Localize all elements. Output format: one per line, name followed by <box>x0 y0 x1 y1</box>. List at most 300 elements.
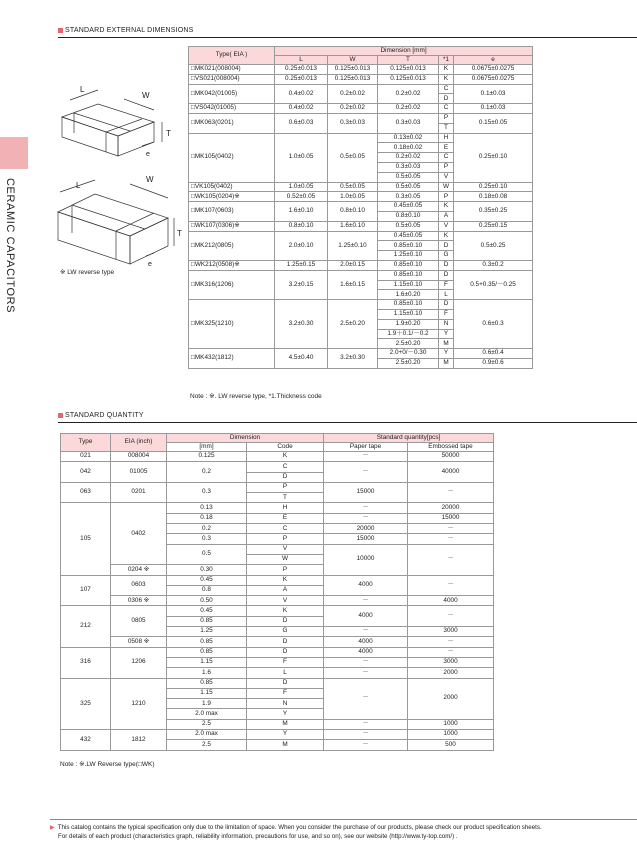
type-cell: 107 <box>61 575 111 606</box>
thickness-cell: 0.45±0.05 <box>378 231 439 241</box>
code-cell: P <box>247 534 324 544</box>
dimension-mm-cell: 0.50 <box>167 596 247 606</box>
length-cell: 0.25±0.013 <box>275 74 328 84</box>
dimension-row <box>189 349 533 359</box>
dimension-mm-cell: 2.5 <box>167 719 247 729</box>
dimension-table <box>188 46 533 369</box>
type-cell: □VK105(0402) <box>189 182 275 192</box>
dimension-mm-cell: 0.45 <box>167 606 247 616</box>
length-cell: 1.0±0.05 <box>275 182 328 192</box>
code-cell: M <box>247 719 324 729</box>
e-cell: 0.3±0.2 <box>454 260 533 270</box>
thickness-cell: 2.5±0.20 <box>378 339 439 349</box>
type-cell: □WK107(0306)※ <box>189 221 275 231</box>
length-cell: 1.6±0.10 <box>275 202 328 222</box>
qty-col-eia-header: EIA (inch) <box>111 434 167 452</box>
embossed-tape-cell: － <box>408 647 494 657</box>
thickness-cell: 0.125±0.013 <box>378 74 439 84</box>
width-cell: 0.2±0.02 <box>328 84 378 104</box>
type-cell: 316 <box>61 647 111 678</box>
thickness-cell: 0.5±0.05 <box>378 182 439 192</box>
thickness-code-cell: N <box>439 319 454 329</box>
embossed-tape-cell: 2000 <box>408 668 494 678</box>
paper-tape-cell: － <box>324 668 408 678</box>
eia-cell: 0805 <box>111 606 167 637</box>
code-cell: P <box>247 565 324 575</box>
embossed-tape-cell: － <box>408 524 494 534</box>
type-cell: □MK316(1206) <box>189 270 275 299</box>
code-cell: C <box>247 462 324 472</box>
embossed-tape-cell: － <box>408 534 494 544</box>
width-cell: 2.5±0.20 <box>328 300 378 349</box>
thickness-code-cell: D <box>439 300 454 310</box>
paper-tape-cell: － <box>324 503 408 513</box>
length-cell: 0.4±0.02 <box>275 84 328 104</box>
thickness-cell: 1.15±0.10 <box>378 309 439 319</box>
thickness-cell: 0.85±0.10 <box>378 300 439 310</box>
paper-tape-cell: － <box>324 452 408 462</box>
dimension-mm-cell: 0.85 <box>167 637 247 647</box>
code-cell: E <box>247 513 324 523</box>
dimension-row <box>189 65 533 75</box>
code-cell: Y <box>247 709 324 719</box>
dimension-mm-cell: 0.125 <box>167 452 247 462</box>
thickness-code-cell: D <box>439 270 454 280</box>
dimension-row <box>189 113 533 123</box>
width-cell: 0.8±0.10 <box>328 202 378 222</box>
thickness-code-cell: D <box>439 241 454 251</box>
dimension-mm-cell: 0.8 <box>167 585 247 595</box>
e-cell: 0.15±0.05 <box>454 113 533 133</box>
code-cell: K <box>247 606 324 616</box>
thickness-cell: 0.2±0.02 <box>378 84 439 104</box>
thickness-cell: 0.2±0.02 <box>378 153 439 163</box>
paper-tape-cell: － <box>324 513 408 523</box>
thickness-code-cell: Y <box>439 329 454 339</box>
embossed-tape-cell: 3000 <box>408 627 494 637</box>
bottom-label-W: W <box>146 175 154 184</box>
bottom-label-L: L <box>76 181 81 190</box>
dimension-mm-cell: 0.85 <box>167 647 247 657</box>
dimension-mm-cell: 2.0 max <box>167 709 247 719</box>
side-section-label: CERAMIC CAPACITORS <box>4 178 16 314</box>
paper-tape-cell: 15000 <box>324 534 408 544</box>
code-cell: F <box>247 688 324 698</box>
eia-cell: 01005 <box>111 462 167 483</box>
e-cell: 0.5+0.35/－0.25 <box>454 270 533 299</box>
col-L-header: L <box>275 56 328 65</box>
length-cell: 0.25±0.013 <box>275 65 328 75</box>
dimension-mm-cell: 0.18 <box>167 513 247 523</box>
e-cell: 0.6±0.3 <box>454 300 533 349</box>
thickness-code-cell: P <box>439 192 454 202</box>
dimension-row <box>189 202 533 212</box>
quantity-row <box>61 575 494 585</box>
e-cell: 0.5±0.25 <box>454 231 533 260</box>
chip-dimension-diagram <box>50 42 185 282</box>
embossed-tape-cell: 1000 <box>408 719 494 729</box>
code-cell: M <box>247 740 324 750</box>
thickness-code-cell: K <box>439 65 454 75</box>
top-label-L: L <box>80 85 85 94</box>
width-cell: 1.6±0.10 <box>328 221 378 231</box>
width-cell: 0.5±0.05 <box>328 133 378 182</box>
embossed-tape-cell: 1000 <box>408 730 494 740</box>
section-divider <box>58 37 637 38</box>
quantity-row <box>61 452 494 462</box>
thickness-code-cell: P <box>439 113 454 123</box>
paper-tape-cell: － <box>324 657 408 667</box>
thickness-cell: 1.6±0.20 <box>378 290 439 300</box>
thickness-code-cell: D <box>439 94 454 104</box>
eia-cell: 1206 <box>111 647 167 678</box>
width-cell: 0.125±0.013 <box>328 65 378 75</box>
code-cell: F <box>247 657 324 667</box>
dimension-mm-cell: 0.2 <box>167 524 247 534</box>
dimension-row <box>189 192 533 202</box>
thickness-cell: 0.18±0.02 <box>378 143 439 153</box>
dimension-mm-cell: 1.9 <box>167 699 247 709</box>
thickness-cell: 0.85±0.10 <box>378 260 439 270</box>
dimension-mm-cell: 1.15 <box>167 657 247 667</box>
thickness-cell: 0.3±0.03 <box>378 113 439 133</box>
quantity-table <box>60 433 494 751</box>
code-cell: D <box>247 637 324 647</box>
quantity-row <box>61 678 494 688</box>
type-cell: 042 <box>61 462 111 483</box>
type-cell: 212 <box>61 606 111 647</box>
dimension-row <box>189 133 533 143</box>
length-cell: 0.52±0.05 <box>275 192 328 202</box>
width-cell: 0.2±0.02 <box>328 104 378 114</box>
paper-tape-cell: － <box>324 462 408 483</box>
paper-tape-cell: 4000 <box>324 647 408 657</box>
thickness-code-cell: P <box>439 162 454 172</box>
eia-cell: 0201 <box>111 482 167 503</box>
thickness-cell: 0.3±0.05 <box>378 192 439 202</box>
col-type-header: Type( EIA ) <box>189 47 275 65</box>
thickness-code-cell: T <box>439 123 454 133</box>
code-cell: A <box>247 585 324 595</box>
quantity-row <box>61 462 494 472</box>
code-cell: G <box>247 627 324 637</box>
thickness-cell: 0.5±0.05 <box>378 172 439 182</box>
length-cell: 4.5±0.40 <box>275 349 328 369</box>
type-cell: □MK325(1210) <box>189 300 275 349</box>
code-cell: P <box>247 482 324 492</box>
width-cell: 0.5±0.05 <box>328 182 378 192</box>
thickness-cell: 0.45±0.05 <box>378 202 439 212</box>
type-cell: □MK063(0201) <box>189 113 275 133</box>
thickness-code-cell: H <box>439 133 454 143</box>
code-cell: D <box>247 678 324 688</box>
paper-tape-cell: － <box>324 596 408 606</box>
qty-sub-embossed: Embossed tape <box>408 443 494 452</box>
code-cell: L <box>247 668 324 678</box>
section-marker-icon <box>58 413 63 418</box>
quantity-row <box>61 647 494 657</box>
dimension-row <box>189 221 533 231</box>
footer-divider <box>50 819 637 820</box>
thickness-cell: 0.85±0.10 <box>378 270 439 280</box>
paper-tape-cell: 4000 <box>324 606 408 627</box>
code-cell: W <box>247 554 324 564</box>
thickness-cell: 1.25±0.10 <box>378 251 439 261</box>
embossed-tape-cell: － <box>408 482 494 503</box>
thickness-cell: 0.5±0.05 <box>378 221 439 231</box>
embossed-tape-cell: － <box>408 606 494 627</box>
embossed-tape-cell: 40000 <box>408 462 494 483</box>
col-e-header: e <box>454 56 533 65</box>
thickness-code-cell: K <box>439 231 454 241</box>
footer-arrow-icon: ▶ <box>50 824 55 831</box>
code-cell: T <box>247 493 324 503</box>
embossed-tape-cell: 3000 <box>408 657 494 667</box>
length-cell: 0.8±0.10 <box>275 221 328 231</box>
thickness-cell: 2.5±0.20 <box>378 358 439 368</box>
code-cell: D <box>247 472 324 482</box>
paper-tape-cell: 4000 <box>324 637 408 647</box>
diagram-legend: ※ LW reverse type <box>60 269 115 276</box>
qty-col-dimension-header: Dimension <box>167 434 324 443</box>
dimension-mm-cell: 0.85 <box>167 616 247 626</box>
thickness-code-cell: C <box>439 84 454 94</box>
dimension-mm-cell: 0.30 <box>167 565 247 575</box>
e-cell: 0.25±0.15 <box>454 221 533 231</box>
dimension-mm-cell: 0.13 <box>167 503 247 513</box>
type-cell: □MK107(0603) <box>189 202 275 222</box>
length-cell: 2.0±0.10 <box>275 231 328 260</box>
dimension-mm-cell: 0.3 <box>167 534 247 544</box>
length-cell: 3.2±0.30 <box>275 300 328 349</box>
code-cell: K <box>247 452 324 462</box>
quantity-row <box>61 637 494 647</box>
dimension-mm-cell: 0.45 <box>167 575 247 585</box>
length-cell: 0.4±0.02 <box>275 104 328 114</box>
dimension-mm-cell: 0.85 <box>167 678 247 688</box>
thickness-cell: 0.8±0.10 <box>378 211 439 221</box>
thickness-code-cell: K <box>439 74 454 84</box>
type-cell: □MK021(008004) <box>189 65 275 75</box>
width-cell: 2.0±0.15 <box>328 260 378 270</box>
eia-cell: 1812 <box>111 730 167 751</box>
section-title: STANDARD QUANTITY <box>65 412 144 419</box>
length-cell: 3.2±0.15 <box>275 270 328 299</box>
embossed-tape-cell: 20000 <box>408 503 494 513</box>
qty-sub-code: Code <box>247 443 324 452</box>
thickness-code-cell: K <box>439 202 454 212</box>
thickness-code-cell: M <box>439 339 454 349</box>
thickness-code-cell: V <box>439 172 454 182</box>
type-cell: 325 <box>61 678 111 729</box>
quantity-table-note: Note : ※.LW Reverse type(□WK) <box>60 761 155 768</box>
thickness-cell: 0.3±0.03 <box>378 162 439 172</box>
type-cell: 432 <box>61 730 111 751</box>
dimension-row <box>189 231 533 241</box>
type-cell: □MK105(0402) <box>189 133 275 182</box>
dimension-row <box>189 104 533 114</box>
thickness-code-cell: C <box>439 153 454 163</box>
embossed-tape-cell: 2000 <box>408 678 494 719</box>
eia-cell: 0508 ※ <box>111 637 167 647</box>
e-cell: 0.9±0.6 <box>454 358 533 368</box>
dimension-mm-cell: 1.15 <box>167 688 247 698</box>
eia-cell: 0402 <box>111 503 167 565</box>
paper-tape-cell: － <box>324 678 408 719</box>
top-label-T: T <box>166 129 171 138</box>
paper-tape-cell: 4000 <box>324 575 408 596</box>
thickness-code-cell: L <box>439 290 454 300</box>
thickness-code-cell: F <box>439 280 454 290</box>
thickness-cell: 0.2±0.02 <box>378 104 439 114</box>
dimension-mm-cell: 2.0 max <box>167 730 247 740</box>
dimension-mm-cell: 2.5 <box>167 740 247 750</box>
embossed-tape-cell: 50000 <box>408 452 494 462</box>
dimension-row <box>189 182 533 192</box>
code-cell: N <box>247 699 324 709</box>
thickness-code-cell: C <box>439 104 454 114</box>
e-cell: 0.0675±0.0275 <box>454 74 533 84</box>
thickness-code-cell: A <box>439 211 454 221</box>
quantity-row <box>61 606 494 616</box>
type-cell: □WK105(0204)※ <box>189 192 275 202</box>
eia-cell: 008004 <box>111 452 167 462</box>
eia-cell: 1210 <box>111 678 167 729</box>
width-cell: 3.2±0.30 <box>328 349 378 369</box>
embossed-tape-cell: － <box>408 637 494 647</box>
section-marker-icon <box>58 28 63 33</box>
top-label-W: W <box>142 91 150 100</box>
quantity-row <box>61 730 494 740</box>
thickness-cell: 2.0+0/－0.30 <box>378 349 439 359</box>
quantity-row <box>61 503 494 513</box>
section-header-quantity <box>58 412 144 419</box>
eia-cell: 0603 <box>111 575 167 596</box>
thickness-cell: 0.85±0.10 <box>378 241 439 251</box>
code-cell: D <box>247 616 324 626</box>
code-cell: C <box>247 524 324 534</box>
e-cell: 0.1±0.03 <box>454 104 533 114</box>
width-cell: 1.25±0.10 <box>328 231 378 260</box>
thickness-cell: 1.9±0.20 <box>378 319 439 329</box>
thickness-code-cell: F <box>439 309 454 319</box>
col-T-header: T <box>378 56 439 65</box>
dimension-row <box>189 260 533 270</box>
footer-line-2: For details of each product (characteristics graph, reliability information, precautions for use, and so on), see our website (http://www.ty-top.com/) . <box>58 833 458 840</box>
qty-sub-paper: Paper tape <box>324 443 408 452</box>
e-cell: 0.35±0.25 <box>454 202 533 222</box>
type-cell: □VS021(008004) <box>189 74 275 84</box>
e-cell: 0.0675±0.0275 <box>454 65 533 75</box>
width-cell: 1.0±0.05 <box>328 192 378 202</box>
type-cell: □MK042(01005) <box>189 84 275 104</box>
length-cell: 1.0±0.05 <box>275 133 328 182</box>
embossed-tape-cell: 500 <box>408 740 494 750</box>
width-cell: 0.125±0.013 <box>328 74 378 84</box>
dimension-row <box>189 300 533 310</box>
thickness-code-cell: E <box>439 143 454 153</box>
side-tab <box>0 137 28 169</box>
e-cell: 0.1±0.03 <box>454 84 533 104</box>
e-cell: 0.18±0.08 <box>454 192 533 202</box>
dimension-mm-cell: 0.5 <box>167 544 247 565</box>
type-cell: □MK432(1812) <box>189 349 275 369</box>
section-title: STANDARD EXTERNAL DIMENSIONS <box>65 27 194 34</box>
dimension-mm-cell: 1.25 <box>167 627 247 637</box>
paper-tape-cell: － <box>324 730 408 740</box>
code-cell: V <box>247 596 324 606</box>
type-cell: □VS042(01005) <box>189 104 275 114</box>
length-cell: 1.25±0.15 <box>275 260 328 270</box>
e-cell: 0.6±0.4 <box>454 349 533 359</box>
dimension-row <box>189 74 533 84</box>
width-cell: 0.3±0.03 <box>328 113 378 133</box>
embossed-tape-cell: － <box>408 544 494 575</box>
dimension-row <box>189 270 533 280</box>
embossed-tape-cell: 15000 <box>408 513 494 523</box>
qty-sub-mm: [mm] <box>167 443 247 452</box>
top-label-e: e <box>146 151 150 158</box>
quantity-row <box>61 596 494 606</box>
quantity-row <box>61 482 494 492</box>
dimension-mm-cell: 0.2 <box>167 462 247 483</box>
thickness-cell: 1.9＋0.1/－0.2 <box>378 329 439 339</box>
e-cell: 0.25±0.10 <box>454 133 533 182</box>
code-cell: H <box>247 503 324 513</box>
thickness-cell: 0.125±0.013 <box>378 65 439 75</box>
type-cell: □MK212(0805) <box>189 231 275 260</box>
paper-tape-cell: 15000 <box>324 482 408 503</box>
eia-cell: 0204 ※ <box>111 565 167 575</box>
paper-tape-cell: － <box>324 627 408 637</box>
eia-cell: 0306 ※ <box>111 596 167 606</box>
dimension-mm-cell: 1.6 <box>167 668 247 678</box>
embossed-tape-cell: － <box>408 575 494 596</box>
section-header-dimensions <box>58 27 194 34</box>
thickness-code-cell: V <box>439 221 454 231</box>
footer-line-1: This catalog contains the typical specification only due to the limitation of space. When you consider the purchase of our products, please check our product specification sheets. <box>57 824 542 831</box>
dimension-table-note: Note : ※. LW reverse type, *1.Thickness code <box>190 393 322 400</box>
thickness-code-cell: G <box>439 251 454 261</box>
code-cell: V <box>247 544 324 554</box>
type-cell: 063 <box>61 482 111 503</box>
dimension-mm-cell: 0.3 <box>167 482 247 503</box>
width-cell: 1.6±0.15 <box>328 270 378 299</box>
embossed-tape-cell: 4000 <box>408 596 494 606</box>
col-W-header: W <box>328 56 378 65</box>
type-cell: 105 <box>61 503 111 575</box>
section-divider <box>58 422 637 423</box>
thickness-code-cell: Y <box>439 349 454 359</box>
code-cell: Y <box>247 730 324 740</box>
type-cell: □WK212(0508)※ <box>189 260 275 270</box>
qty-col-std-header: Standard quantity[pcs] <box>324 434 494 443</box>
paper-tape-cell: － <box>324 740 408 750</box>
thickness-code-cell: M <box>439 358 454 368</box>
footer-text <box>50 823 542 841</box>
paper-tape-cell: 20000 <box>324 524 408 534</box>
code-cell: D <box>247 647 324 657</box>
thickness-code-cell: W <box>439 182 454 192</box>
col-dimension-header: Dimension [mm] <box>275 47 533 56</box>
paper-tape-cell: 10000 <box>324 544 408 575</box>
thickness-code-cell: D <box>439 260 454 270</box>
col-mark-header: *1 <box>439 56 454 65</box>
dimension-row <box>189 84 533 94</box>
type-cell: 021 <box>61 452 111 462</box>
e-cell: 0.25±0.10 <box>454 182 533 192</box>
length-cell: 0.6±0.03 <box>275 113 328 133</box>
